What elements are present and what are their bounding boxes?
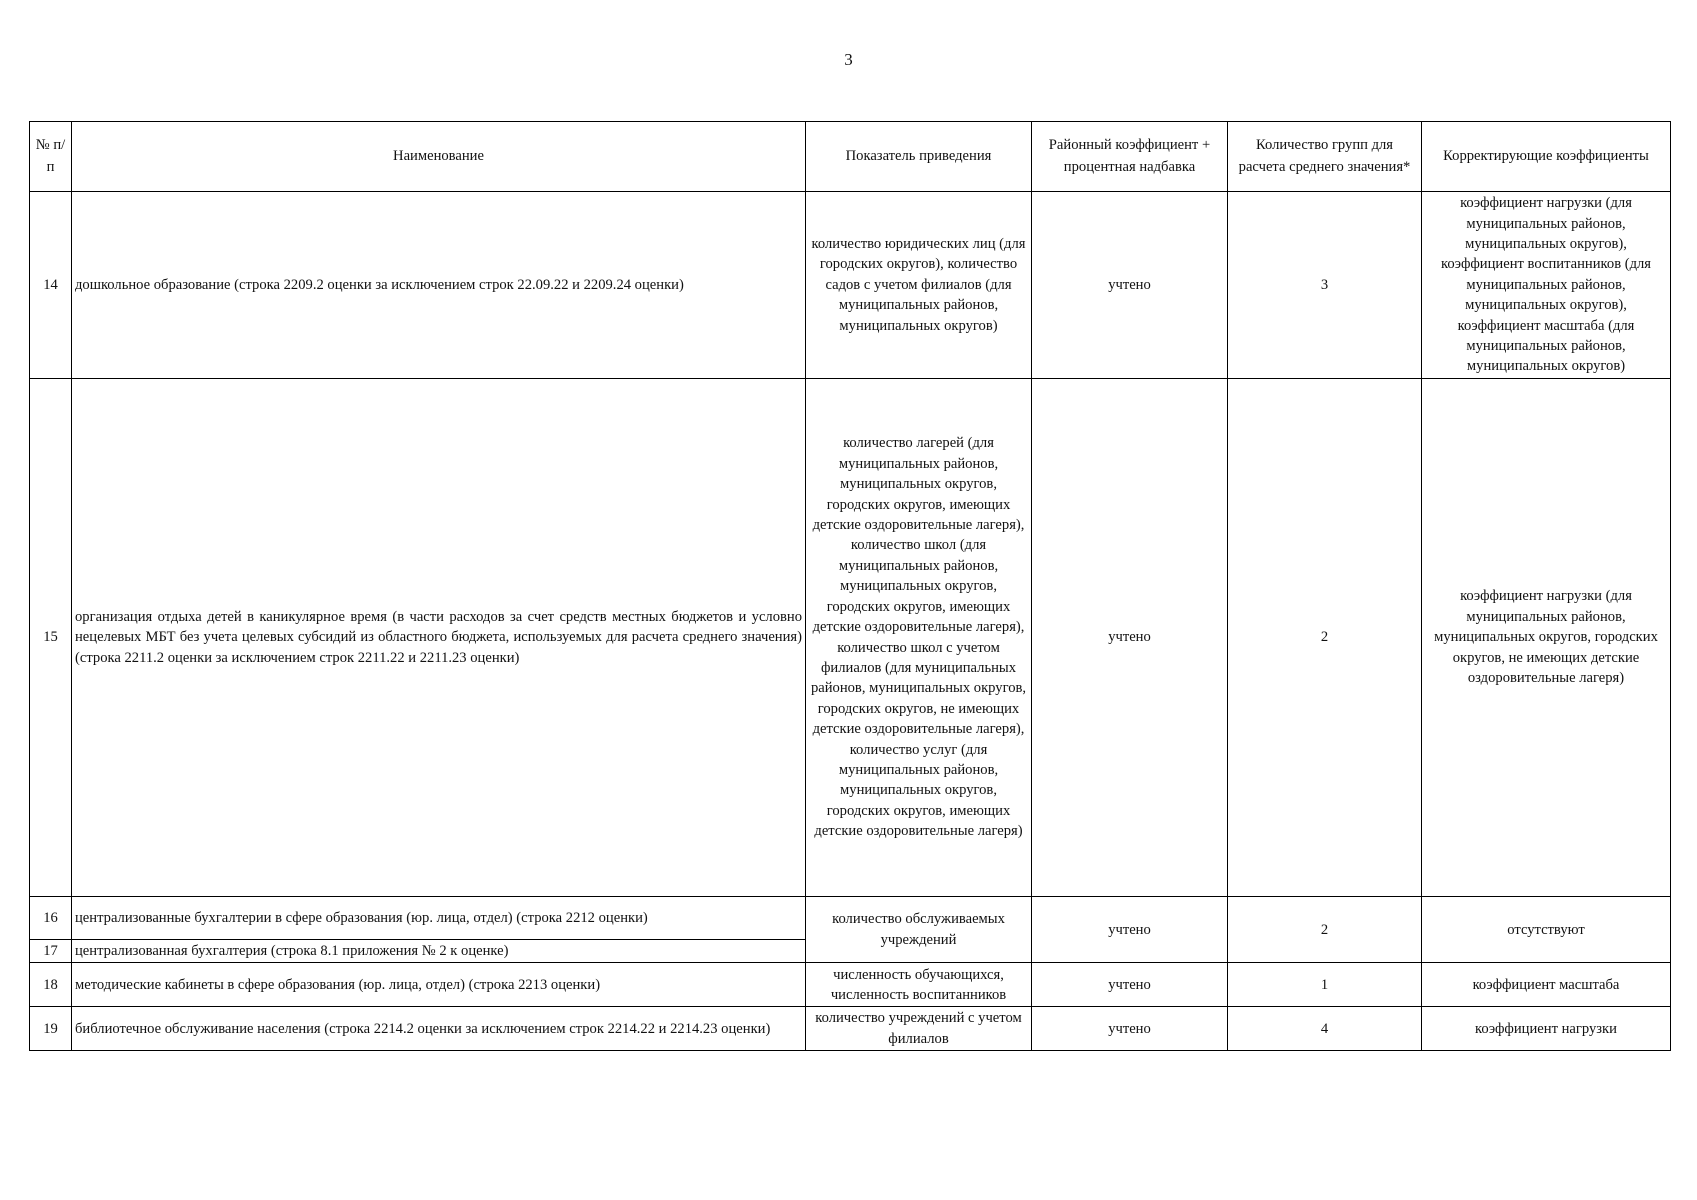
table-header-row [30,122,1671,192]
row-indicator: количество лагерей (для муниципальных районов, муниципальных округов, городских округов, имеющих детские оздоровительные лагеря), количество школ (для муниципальных районов, муниципальных округов, городских округов, имеющих детские оздоровительные лагеря), количество школ с учетом филиалов (для муниципальных районов, муниципальных округов, городских округов, не имеющих детские оздоровительные лагеря), количество услуг (для муниципальных районов, муниципальных округов, городских округов, имеющих детские оздоровительные лагеря) [806,379,1032,897]
row-number: 19 [30,1007,72,1051]
page-number: 3 [844,50,853,69]
row-groups: 1 [1228,963,1422,1007]
row-correction: коэффициент нагрузки (для муниципальных районов, муниципальных округов, городских округов, не имеющих детские оздоровительные лагеря) [1422,379,1671,897]
row-name: организация отдыха детей в каникулярное время (в части расходов за счет средств местных бюджетов и условно нецелевых МБТ без учета целевых субсидий из областного бюджета, используемых для расчета среднего значения) (строка 2211.2 оценки за исключением строк 2211.22 и 2211.23 оценки) [72,379,806,897]
row-correction: отсутствуют [1422,897,1671,963]
header-correction-coefficients: Корректирующие коэффициенты [1422,122,1671,192]
row-number: 16 [30,897,72,940]
row-correction: коэффициент нагрузки (для муниципальных районов, муниципальных округов), коэффициент воспитанников (для муниципальных районов, муниципальных округов), коэффициент масштаба (для муниципальных районов, муниципальных округов) [1422,192,1671,379]
row-groups: 2 [1228,379,1422,897]
row-number: 14 [30,192,72,379]
row-coefficient: учтено [1032,1007,1228,1051]
table-row [30,1007,1671,1051]
row-coefficient: учтено [1032,379,1228,897]
row-correction: коэффициент масштаба [1422,963,1671,1007]
row-name: дошкольное образование (строка 2209.2 оценки за исключением строк 22.09.22 и 2209.24 оценки) [72,192,806,379]
row-groups: 3 [1228,192,1422,379]
row-indicator: численность обучающихся, численность воспитанников [806,963,1032,1007]
row-coefficient: учтено [1032,897,1228,963]
header-regional-coefficient: Районный коэффициент + процентная надбавка [1032,122,1228,192]
row-name: библиотечное обслуживание населения (строка 2214.2 оценки за исключением строк 2214.22 и 2214.23 оценки) [72,1007,806,1051]
row-correction: коэффициент нагрузки [1422,1007,1671,1051]
row-indicator: количество учреждений с учетом филиалов [806,1007,1032,1051]
table-row [30,963,1671,1007]
row-number: 15 [30,379,72,897]
row-number: 18 [30,963,72,1007]
header-name: Наименование [72,122,806,192]
header-indicator: Показатель приведения [806,122,1032,192]
row-groups: 4 [1228,1007,1422,1051]
row-groups: 2 [1228,897,1422,963]
table-row [30,897,1671,940]
row-name: централизованная бухгалтерия (строка 8.1 приложения № 2 к оценке) [72,940,806,963]
row-name: методические кабинеты в сфере образования (юр. лица, отдел) (строка 2213 оценки) [72,963,806,1007]
table-row [30,192,1671,379]
row-indicator: количество юридических лиц (для городских округов), количество садов с учетом филиалов (для муниципальных районов, муниципальных округов) [806,192,1032,379]
row-indicator: количество обслуживаемых учреждений [806,897,1032,963]
header-group-count: Количество групп для расчета среднего значения* [1228,122,1422,192]
row-coefficient: учтено [1032,963,1228,1007]
header-number: № п/п [30,122,72,192]
row-coefficient: учтено [1032,192,1228,379]
table-row [30,379,1671,897]
row-number: 17 [30,940,72,963]
coefficients-table [29,121,1671,1051]
row-name: централизованные бухгалтерии в сфере образования (юр. лица, отдел) (строка 2212 оценки) [72,897,806,940]
